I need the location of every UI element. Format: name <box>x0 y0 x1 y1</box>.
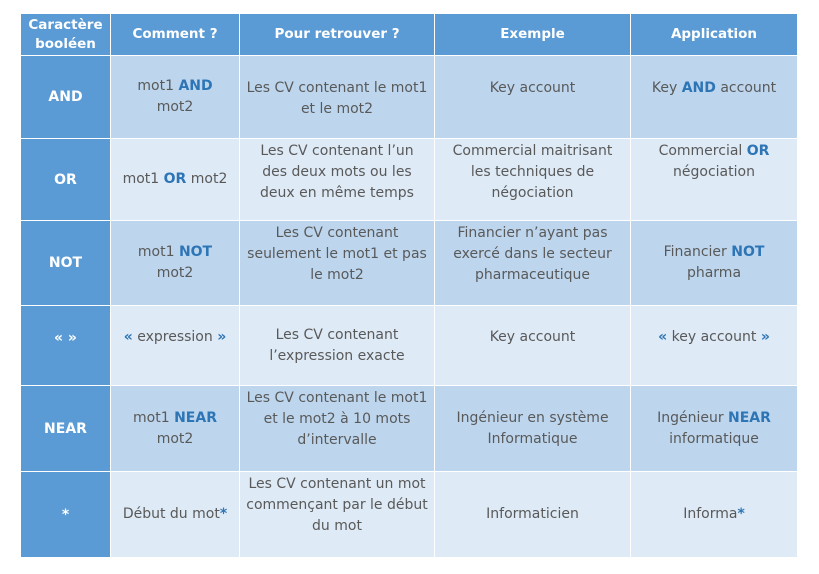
quote-open-keyword: « <box>123 329 133 345</box>
application-cell: Ingénieur NEAR informatique <box>631 386 798 472</box>
finds-cell: Les CV contenant seulement le mot1 et pas le mot2 <box>240 221 435 306</box>
example-cell: Ingénieur en système Informatique <box>435 386 631 472</box>
operator-cell: NEAR <box>21 386 111 472</box>
finds-cell: Les CV contenant le mot1 et le mot2 <box>240 56 435 139</box>
how-cell: mot1 NEAR mot2 <box>111 386 240 472</box>
operator-cell: AND <box>21 56 111 139</box>
how-cell: mot1 NOT mot2 <box>111 221 240 306</box>
operator-keyword: AND <box>681 80 716 96</box>
quote-close-keyword: » <box>760 329 770 345</box>
operator-keyword: OR <box>746 143 770 159</box>
how-cell: mot1 OR mot2 <box>111 139 240 221</box>
finds-cell: Les CV contenant le mot1 et le mot2 à 10 mots d’intervalle <box>240 386 435 472</box>
application-cell: Key AND account <box>631 56 798 139</box>
quote-open-keyword: « <box>658 329 668 345</box>
header-how: Comment ? <box>111 14 240 56</box>
wildcard-keyword: * <box>219 506 228 522</box>
how-text: mot2 <box>156 99 194 115</box>
operator-keyword: AND <box>178 78 213 94</box>
finds-cell: Les CV contenant l’un des deux mots ou les deux en même temps <box>240 139 435 221</box>
example-cell: Financier n’ayant pas exercé dans le secteur pharmaceutique <box>435 221 631 306</box>
operator-cell: OR <box>21 139 111 221</box>
operator-cell: NOT <box>21 221 111 306</box>
table-row-and <box>21 56 798 139</box>
wildcard-keyword: * <box>737 506 745 522</box>
operator-cell: * <box>21 472 111 558</box>
application-cell: Financier NOT pharma <box>631 221 798 306</box>
example-cell: Commercial maitrisant les techniques de négociation <box>435 139 631 221</box>
how-text: mot1 <box>137 78 179 94</box>
boolean-operators-table <box>20 13 798 558</box>
table-row-near <box>21 386 798 472</box>
operator-keyword: NOT <box>731 244 765 260</box>
example-cell: Key account <box>435 56 631 139</box>
finds-cell: Les CV contenant l’expression exacte <box>240 306 435 386</box>
example-cell: Informaticien <box>435 472 631 558</box>
table-row-or <box>21 139 798 221</box>
operator-keyword: OR <box>163 171 187 187</box>
how-cell: « expression » <box>111 306 240 386</box>
table-row-not <box>21 221 798 306</box>
operator-keyword: NEAR <box>728 409 771 426</box>
table-row-quotes <box>21 306 798 386</box>
header-finds: Pour retrouver ? <box>240 14 435 56</box>
example-cell: Key account <box>435 306 631 386</box>
operator-keyword: NOT <box>178 244 213 260</box>
application-cell: Commercial OR négociation <box>631 139 798 221</box>
table-row-wildcard <box>21 472 798 558</box>
operator-cell: « » <box>21 306 111 386</box>
boolean-operators-table-container <box>20 13 797 558</box>
header-operator: Caractère booléen <box>21 14 111 56</box>
header-example: Exemple <box>435 14 631 56</box>
application-cell: Informa* <box>631 472 798 558</box>
finds-cell: Les CV contenant un mot commençant par le début du mot <box>240 472 435 558</box>
how-cell: Début du mot* <box>111 472 240 558</box>
header-application: Application <box>631 14 798 56</box>
operator-keyword: NEAR <box>174 409 217 426</box>
quote-close-keyword: » <box>217 329 227 345</box>
how-cell <box>111 56 240 139</box>
application-cell: « key account » <box>631 306 798 386</box>
header-row <box>21 14 798 56</box>
